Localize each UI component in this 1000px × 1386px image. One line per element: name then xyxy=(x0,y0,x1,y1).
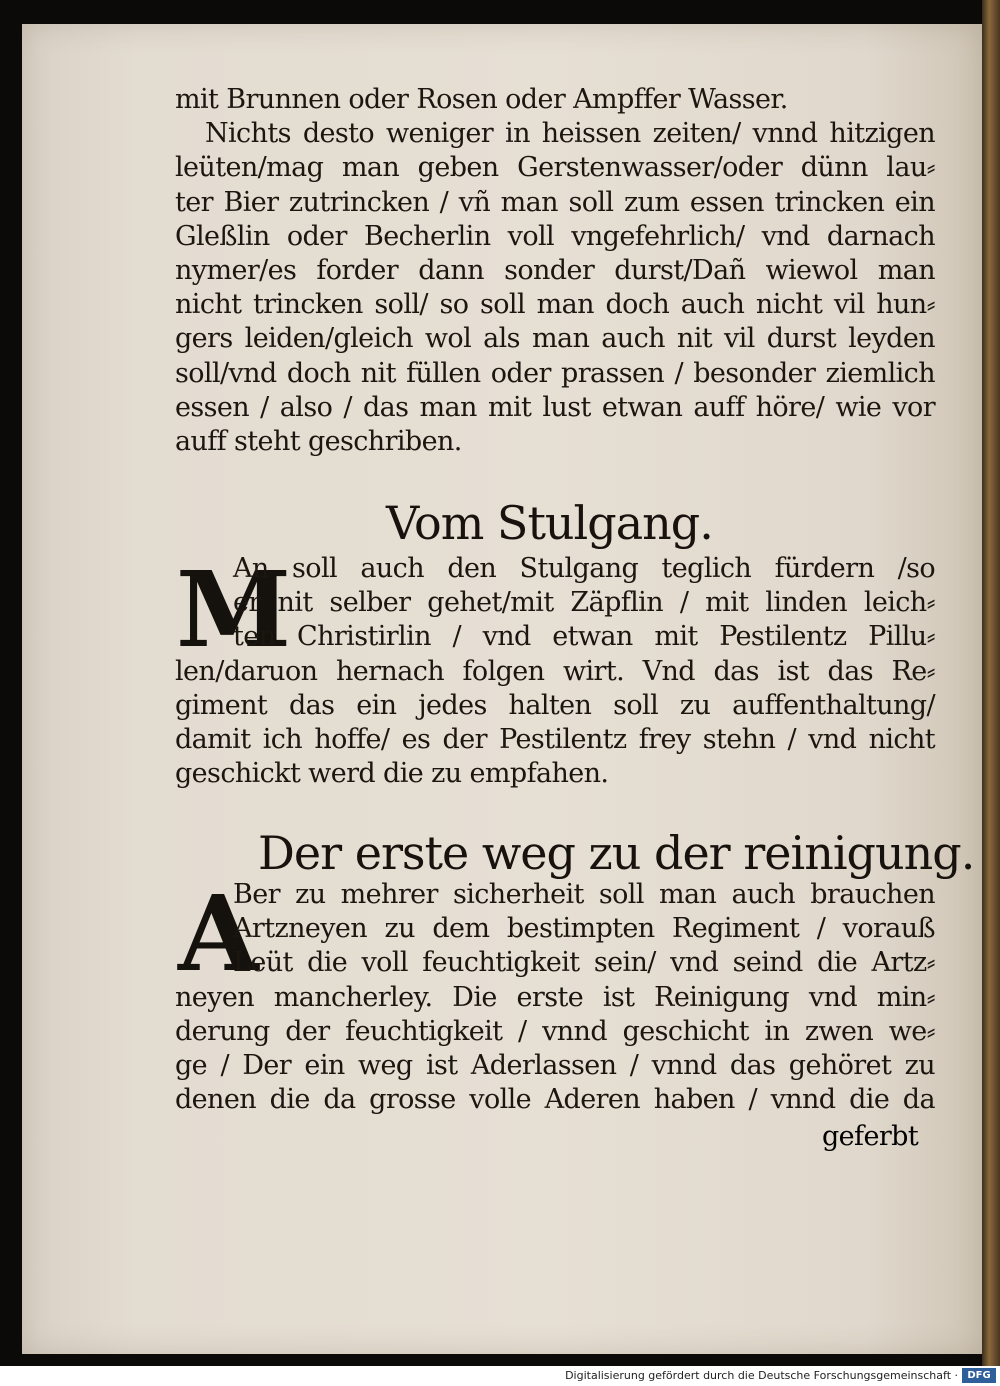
text-line: mit Brunnen oder Rosen oder Ampffer Wasser. xyxy=(175,84,788,115)
text-line: ter Bier zutrincken / vñ man soll zum essen trincken ein xyxy=(175,186,935,218)
text-line: leüten/mag man geben Gerstenwasser/oder dünn lau⸗ xyxy=(175,152,935,184)
dfg-logo: DFG xyxy=(962,1368,996,1383)
text-line: soll/vnd doch nit füllen oder prassen / besonder ziemlich xyxy=(175,357,935,389)
text-line: gers leiden/gleich wol als man auch nit vil durst leyden xyxy=(175,323,935,355)
text-line: damit ich hoffe/ es der Pestilentz frey stehn / vnd nicht xyxy=(175,723,935,755)
dropcap-a: A xyxy=(178,872,259,995)
text-line: auff steht geschriben. xyxy=(175,425,462,457)
text-line: neyen mancherley. Die erste ist Reinigung vnd min⸗ xyxy=(175,981,935,1013)
text-line: essen / also / das man mit lust etwan auff höre/ wie vor xyxy=(175,391,935,423)
text-line: len/daruon hernach folgen wirt. Vnd das ist das Re⸗ xyxy=(175,655,935,687)
text-line: er nit selber gehet/mit Zäpflin / mit linden leich⸗ xyxy=(233,587,935,619)
text-line: Artzneyen zu dem bestimpten Regiment / vorauß xyxy=(233,913,935,945)
text-line: Leüt die voll feuchtigkeit sein/ vnd seind die Artz⸗ xyxy=(233,947,935,979)
text-line: Nichts desto weniger in heissen zeiten/ vnnd hitzigen xyxy=(205,118,935,150)
text-line: Gleßlin oder Becherlin voll vngefehrlich/ vnd darnach xyxy=(175,220,935,252)
text-line: ten Christirlin / vnd etwan mit Pestilentz Pillu⸗ xyxy=(233,621,935,653)
paragraph-1 xyxy=(175,83,935,459)
text-line: denen die da grosse volle Aderen haben / vnnd die da xyxy=(175,1084,935,1116)
catchword: geferbt xyxy=(822,1121,919,1152)
heading-erste-weg: Der erste weg zu der reinigung. xyxy=(258,826,975,880)
text-line: geschickt werd die zu empfahen. xyxy=(175,758,609,790)
text-line: Ber zu mehrer sicherheit soll man auch brauchen xyxy=(233,879,935,910)
text-line: nicht trincken soll/ so soll man doch auch nicht vil hun⸗ xyxy=(175,289,935,321)
footer-bar xyxy=(0,1366,1000,1386)
section-1-text xyxy=(175,548,935,791)
text-line: An soll auch den Stulgang teglich fürdern /so xyxy=(233,553,935,584)
text-line: ge / Der ein weg ist Aderlassen / vnnd das gehöret zu xyxy=(175,1049,935,1081)
text-line: giment das ein jedes halten soll zu auffenthaltung/ xyxy=(175,689,935,721)
section-2-text xyxy=(175,872,935,1117)
dropcap-m: M xyxy=(176,548,292,671)
text-line: nymer/es forder dann sonder durst/Dañ wiewol man xyxy=(175,254,935,286)
text-line: derung der feuchtigkeit / vnnd geschicht in zwen we⸗ xyxy=(175,1015,935,1047)
footer-credit: Digitalisierung gefördert durch die Deutsche Forschungsgemeinschaft · xyxy=(565,1369,958,1382)
book-gutter xyxy=(982,0,1000,1366)
heading-vom-stulgang: Vom Stulgang. xyxy=(386,496,713,550)
